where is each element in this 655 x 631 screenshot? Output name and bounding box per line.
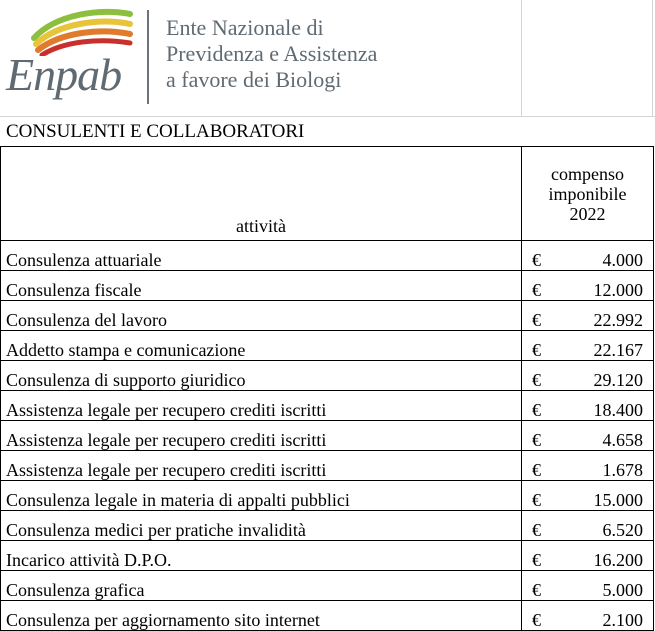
- activity-cell: Consulenza del lavoro: [1, 301, 522, 331]
- activity-cell: Consulenza di supporto giuridico: [1, 361, 522, 391]
- grid-line: [652, 0, 653, 117]
- currency-cell: €: [522, 391, 562, 421]
- activity-cell: Consulenza per aggiornamento sito internet: [1, 601, 522, 631]
- amount-cell: 12.000: [562, 271, 654, 301]
- activity-cell: Incarico attività D.P.O.: [1, 541, 522, 571]
- table-row: [1, 421, 654, 451]
- document-header: [0, 0, 655, 117]
- table-row: [1, 331, 654, 361]
- activity-cell: Consulenza grafica: [1, 571, 522, 601]
- table-row: [1, 451, 654, 481]
- currency-cell: €: [522, 271, 562, 301]
- logo-divider: [147, 10, 149, 104]
- activity-cell: Consulenza fiscale: [1, 271, 522, 301]
- amount-cell: 16.200: [562, 541, 654, 571]
- consultants-table: [0, 146, 654, 631]
- currency-cell: €: [522, 361, 562, 391]
- amount-cell: 4.658: [562, 421, 654, 451]
- amount-cell: 15.000: [562, 481, 654, 511]
- table-row: [1, 271, 654, 301]
- activity-cell: Assistenza legale per recupero crediti iscritti: [1, 451, 522, 481]
- amount-header-line: compenso: [551, 163, 624, 184]
- grid-line: [0, 116, 655, 117]
- currency-cell: €: [522, 541, 562, 571]
- table-row: [1, 571, 654, 601]
- amount-cell: 6.520: [562, 511, 654, 541]
- currency-cell: €: [522, 511, 562, 541]
- table-row: [1, 541, 654, 571]
- amount-cell: 18.400: [562, 391, 654, 421]
- org-line: Previdenza e Assistenza: [166, 41, 378, 66]
- table-row: [1, 511, 654, 541]
- amount-column-header: [522, 147, 654, 241]
- table-row: [1, 391, 654, 421]
- activity-cell: Consulenza medici per pratiche invalidità: [1, 511, 522, 541]
- amount-header-line: 2022: [569, 203, 606, 224]
- activity-column-header: attività: [1, 147, 522, 241]
- currency-cell: €: [522, 451, 562, 481]
- org-line: a favore dei Biologi: [166, 67, 342, 92]
- amount-cell: 22.992: [562, 301, 654, 331]
- table-row: [1, 481, 654, 511]
- activity-cell: Consulenza legale in materia di appalti pubblici: [1, 481, 522, 511]
- currency-cell: €: [522, 571, 562, 601]
- grid-line: [521, 0, 522, 117]
- org-line: Ente Nazionale di: [166, 15, 324, 40]
- section-title: CONSULENTI E COLLABORATORI: [6, 121, 305, 142]
- table-row: [1, 601, 654, 631]
- amount-cell: 5.000: [562, 571, 654, 601]
- currency-cell: €: [522, 241, 562, 271]
- table-row: [1, 301, 654, 331]
- activity-cell: Consulenza attuariale: [1, 241, 522, 271]
- amount-cell: 2.100: [562, 601, 654, 631]
- currency-cell: €: [522, 481, 562, 511]
- amount-cell: 22.167: [562, 331, 654, 361]
- table-header-row: [1, 147, 654, 241]
- organization-name: [166, 15, 377, 93]
- currency-cell: €: [522, 331, 562, 361]
- currency-cell: €: [522, 601, 562, 631]
- enpab-logo: Enpab: [6, 49, 122, 100]
- activity-cell: Assistenza legale per recupero crediti iscritti: [1, 421, 522, 451]
- amount-cell: 1.678: [562, 451, 654, 481]
- amount-cell: 4.000: [562, 241, 654, 271]
- table-row: [1, 361, 654, 391]
- amount-header-line: imponibile: [548, 183, 627, 204]
- activity-cell: Addetto stampa e comunicazione: [1, 331, 522, 361]
- table-row: [1, 241, 654, 271]
- activity-cell: Assistenza legale per recupero crediti iscritti: [1, 391, 522, 421]
- currency-cell: €: [522, 301, 562, 331]
- currency-cell: €: [522, 421, 562, 451]
- amount-cell: 29.120: [562, 361, 654, 391]
